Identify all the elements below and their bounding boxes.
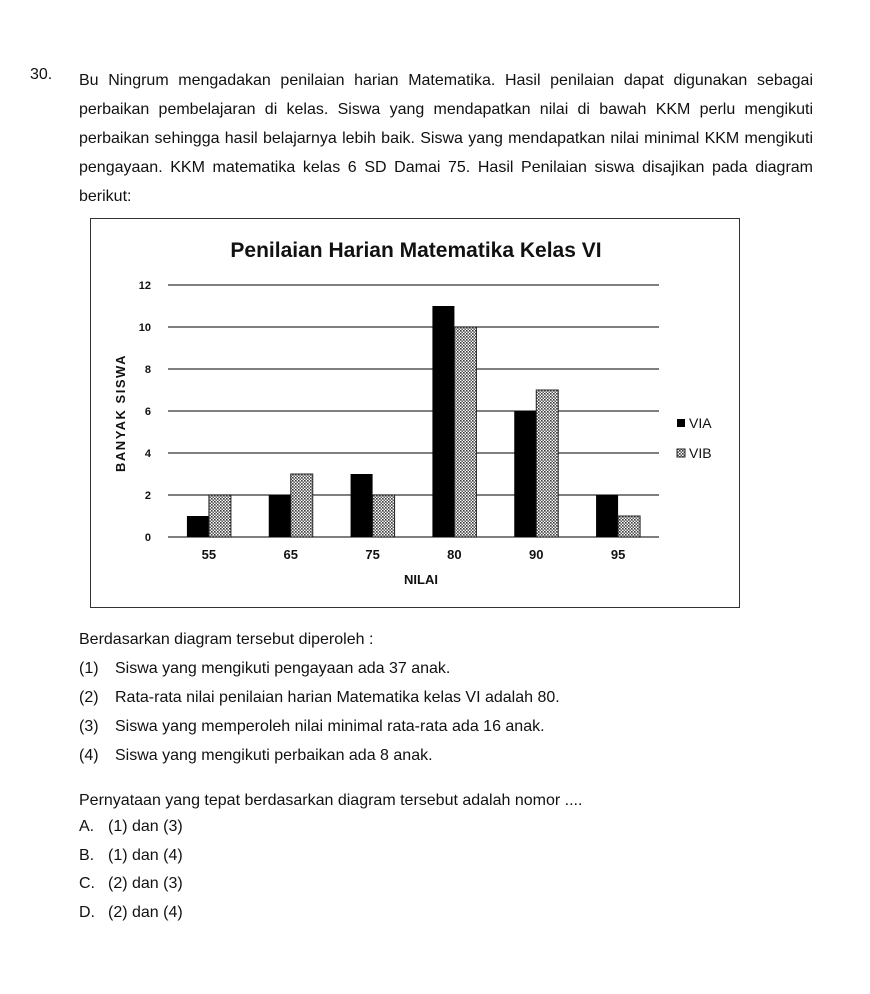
y-tick-label: 10 (138, 322, 151, 334)
statement-item (79, 747, 560, 776)
statement-text: Siswa yang mengikuti perbaikan ada 8 anak. (115, 747, 433, 764)
option-b[interactable] (79, 847, 183, 876)
x-tick-label: 95 (610, 547, 626, 562)
y-axis-label: BANYAK SISWA (113, 354, 128, 472)
y-tick-label: 8 (144, 364, 151, 376)
bar-via-90 (514, 411, 536, 537)
question-paragraph: Bu Ningrum mengadakan penilaian harian Matematika. Hasil penilaian dapat digunakan sebagai perbaikan pembelajaran di kelas. Siswa yang mendapatkan nilai di bawah KKM perlu mengikuti perbaikan sehingga hasil belajarnya lebih baik. Siswa yang mendapatkan nilai minimal KKM mengikuti pengayaan. KKM matematika kelas 6 SD Damai 75. Hasil Penilaian siswa disajikan pada diagram berikut: (79, 72, 813, 205)
answer-options (79, 818, 183, 932)
chart-title: Penilaian Harian Matematika Kelas VI (230, 239, 602, 262)
bar-via-55 (187, 516, 209, 537)
bar-vib-75 (373, 495, 395, 537)
question-prompt: Pernyataan yang tepat berdasarkan diagram tersebut adalah nomor .... (79, 792, 583, 809)
statement-text: Siswa yang memperoleh nilai minimal rata-rata ada 16 anak. (115, 718, 545, 735)
bar-vib-80 (454, 327, 476, 537)
x-tick-label: 90 (529, 547, 544, 562)
bar-chart (91, 219, 741, 609)
option-c[interactable] (79, 875, 183, 904)
statement-number: (3) (79, 718, 99, 735)
statement-number: (4) (79, 747, 99, 764)
option-letter: D. (79, 903, 95, 921)
statement-number: (1) (79, 660, 99, 677)
bar-via-65 (269, 495, 291, 537)
x-tick-label: 80 (447, 547, 462, 562)
option-text: (1) dan (4) (108, 846, 183, 864)
statement-text: Rata-rata nilai penilaian harian Matematika kelas VI adalah 80. (115, 689, 560, 706)
statement-number: (2) (79, 689, 99, 706)
y-tick-label: 6 (144, 406, 151, 418)
y-tick-label: 2 (144, 490, 151, 502)
legend-swatch-vib (677, 449, 685, 457)
statement-item (79, 718, 560, 747)
y-tick-label: 4 (144, 448, 151, 460)
x-tick-label: 55 (201, 547, 217, 562)
option-letter: C. (79, 875, 95, 892)
bar-vib-55 (209, 495, 231, 537)
legend-label-via: VIA (689, 415, 712, 431)
y-tick-label: 12 (138, 280, 151, 292)
bar-vib-90 (536, 390, 558, 537)
statement-item (79, 660, 560, 689)
statement-item (79, 689, 560, 718)
legend-label-vib: VIB (689, 445, 712, 461)
option-d[interactable] (79, 904, 183, 933)
y-tick-label: 0 (144, 532, 151, 544)
x-tick-label: 65 (283, 547, 298, 562)
bar-via-75 (351, 474, 373, 537)
bar-via-80 (432, 306, 454, 537)
bar-vib-65 (291, 474, 313, 537)
bar-via-95 (596, 495, 618, 537)
x-tick-label: 75 (365, 547, 380, 562)
statement-list (79, 660, 560, 776)
option-letter: A. (79, 818, 95, 835)
chart-container (90, 218, 740, 608)
option-text: (2) dan (4) (108, 903, 183, 921)
option-letter: B. (79, 846, 95, 864)
x-axis-label: NILAI (404, 572, 438, 587)
question-number: 30. (30, 66, 53, 83)
option-text: (1) dan (3) (108, 818, 183, 835)
statement-text: Siswa yang mengikuti pengayaan ada 37 anak. (115, 660, 451, 677)
option-text: (2) dan (3) (108, 875, 183, 892)
bar-vib-95 (618, 516, 640, 537)
option-a[interactable] (79, 818, 183, 847)
chart-legend (677, 415, 712, 461)
legend-swatch-via (677, 419, 685, 427)
result-lead: Berdasarkan diagram tersebut diperoleh : (79, 631, 374, 648)
